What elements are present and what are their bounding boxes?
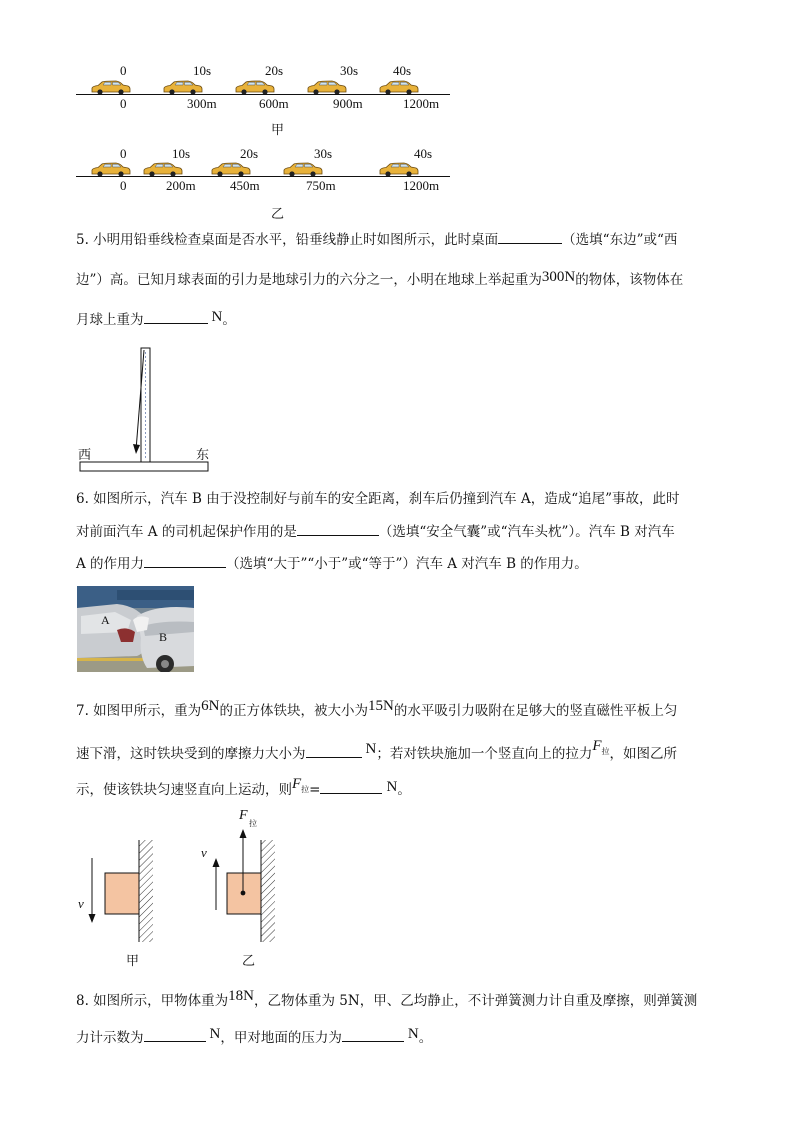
rear-end-collision-image	[77, 586, 194, 672]
answer-blank[interactable]	[144, 553, 226, 568]
force-symbol: F	[592, 738, 602, 754]
q6-text: 对前面汽车 A 的司机起保护作用的是	[76, 524, 297, 540]
car-icon	[142, 162, 182, 176]
q5-text: 5. 小明用铅垂线检查桌面是否水平，铅垂线静止时如图所示，此时桌面	[76, 232, 499, 248]
figure-caption: 甲	[126, 953, 140, 968]
answer-blank[interactable]	[297, 521, 379, 536]
time-label: 40s	[414, 146, 433, 161]
time-label: 40s	[393, 63, 412, 78]
q7-unit: N	[365, 741, 377, 757]
west-label: 西	[78, 447, 92, 462]
q8-unit: N	[209, 1026, 221, 1042]
car-icon	[90, 162, 130, 176]
answer-blank[interactable]	[144, 309, 208, 324]
question-7	[76, 696, 726, 798]
road-line	[76, 176, 450, 177]
car-icon	[378, 80, 418, 94]
q8-unit: N	[407, 1026, 419, 1042]
q6-text: 6. 如图所示，汽车 B 由于没控制好与前车的安全距离，刹车后仍撞到汽车 A，造成“追尾”事故，此时	[76, 491, 680, 507]
east-label: 东	[196, 447, 210, 462]
q7-value: 6N	[201, 698, 220, 714]
question-6	[76, 489, 726, 574]
distance-label: 1200m	[403, 178, 440, 193]
question-5	[76, 229, 726, 328]
answer-blank[interactable]	[144, 1027, 206, 1042]
force-label-subscript: 拉	[249, 819, 257, 828]
distance-label: 0	[120, 178, 127, 193]
distance-label: 0	[120, 96, 127, 111]
q7-text: 7. 如图甲所示，重为	[76, 703, 202, 719]
q7-text: 速下滑，这时铁块受到的摩擦力大小为	[76, 746, 306, 762]
time-label: 20s	[265, 63, 284, 78]
time-label: 20s	[240, 146, 259, 161]
q7-unit: N	[386, 779, 398, 795]
distance-label: 750m	[306, 178, 336, 193]
force-subscript: 拉	[301, 785, 310, 794]
car-icon	[378, 162, 418, 176]
q5-value: 300N	[541, 269, 576, 285]
figure-caption: 甲	[271, 122, 285, 137]
distance-label: 900m	[333, 96, 363, 111]
q8-value: 18N	[228, 988, 255, 1004]
q7-text: ；若对铁块施加一个竖直向上的拉力	[376, 746, 593, 762]
q8-text: 。	[418, 1030, 433, 1046]
time-label: 30s	[340, 63, 359, 78]
time-label: 0	[120, 63, 127, 78]
time-label: 30s	[314, 146, 333, 161]
time-label: 0	[120, 146, 127, 161]
q7-text: 的正方体铁块，被大小为	[219, 703, 369, 719]
road-line	[76, 94, 450, 95]
q6-text: A 的作用力	[76, 556, 145, 572]
car-icon	[90, 80, 130, 94]
answer-blank[interactable]	[498, 229, 562, 244]
distance-label: 1200m	[403, 96, 440, 111]
q7-text: 示，使该铁块匀速竖直向上运动，则	[76, 782, 292, 798]
q8-text: 8. 如图所示，甲物体重为	[76, 993, 229, 1009]
q7-text: =	[309, 782, 321, 798]
answer-blank[interactable]	[306, 743, 362, 758]
car-a-label: A	[101, 613, 110, 627]
distance-label: 450m	[230, 178, 260, 193]
car-icon	[282, 162, 322, 176]
velocity-label: v	[78, 896, 84, 911]
distance-label: 600m	[259, 96, 289, 111]
q6-text: （选填“安全气囊”或“汽车头枕”）。汽车 B 对汽车	[378, 524, 675, 540]
answer-blank[interactable]	[320, 779, 382, 794]
q7-text: 的水平吸引力吸附在足够大的竖直磁性平板上匀	[393, 703, 678, 719]
car-icon	[306, 80, 346, 94]
force-subscript: 拉	[601, 747, 610, 756]
figure-caption: 乙	[271, 206, 285, 221]
q8-text: ，乙物体重为 5N，甲、乙均静止，不计弹簧测力计自重及摩擦，则弹簧测	[254, 993, 698, 1009]
car-b-label: B	[159, 630, 168, 644]
time-label: 10s	[193, 63, 212, 78]
q5-text: 边”）高。已知月球表面的引力是地球引力的六分之一，小明在地球上举起重为	[76, 272, 542, 288]
car-icon	[234, 80, 274, 94]
q7-value: 15N	[368, 698, 394, 714]
crash-photo	[77, 586, 194, 672]
car-icon	[210, 162, 250, 176]
question-8	[76, 986, 726, 1045]
distance-label: 200m	[166, 178, 196, 193]
q5-text: 的物体，该物体在	[575, 272, 684, 288]
time-label: 10s	[172, 146, 191, 161]
force-symbol: F	[292, 776, 302, 792]
force-label: F	[239, 808, 248, 823]
q6-text: （选填“大于”“小于”或“等于”）汽车 A 对汽车 B 的作用力。	[226, 556, 588, 572]
q5-text: （选填“东边”或“西	[562, 232, 678, 248]
figure-caption: 乙	[242, 953, 256, 968]
car-icon	[162, 80, 202, 94]
q7-text: 。	[397, 782, 411, 798]
q8-text: 力计示数为	[76, 1030, 144, 1046]
q8-text: ，甲对地面的压力为	[220, 1030, 342, 1046]
velocity-label: v	[201, 845, 207, 860]
distance-label: 300m	[187, 96, 217, 111]
q7-text: ，如图乙所	[609, 746, 678, 762]
block-diagram	[76, 810, 286, 950]
answer-blank[interactable]	[342, 1027, 404, 1042]
q5-text: 。	[222, 312, 236, 328]
q5-unit: N	[211, 309, 223, 325]
q5-text: 月球上重为	[76, 312, 144, 328]
